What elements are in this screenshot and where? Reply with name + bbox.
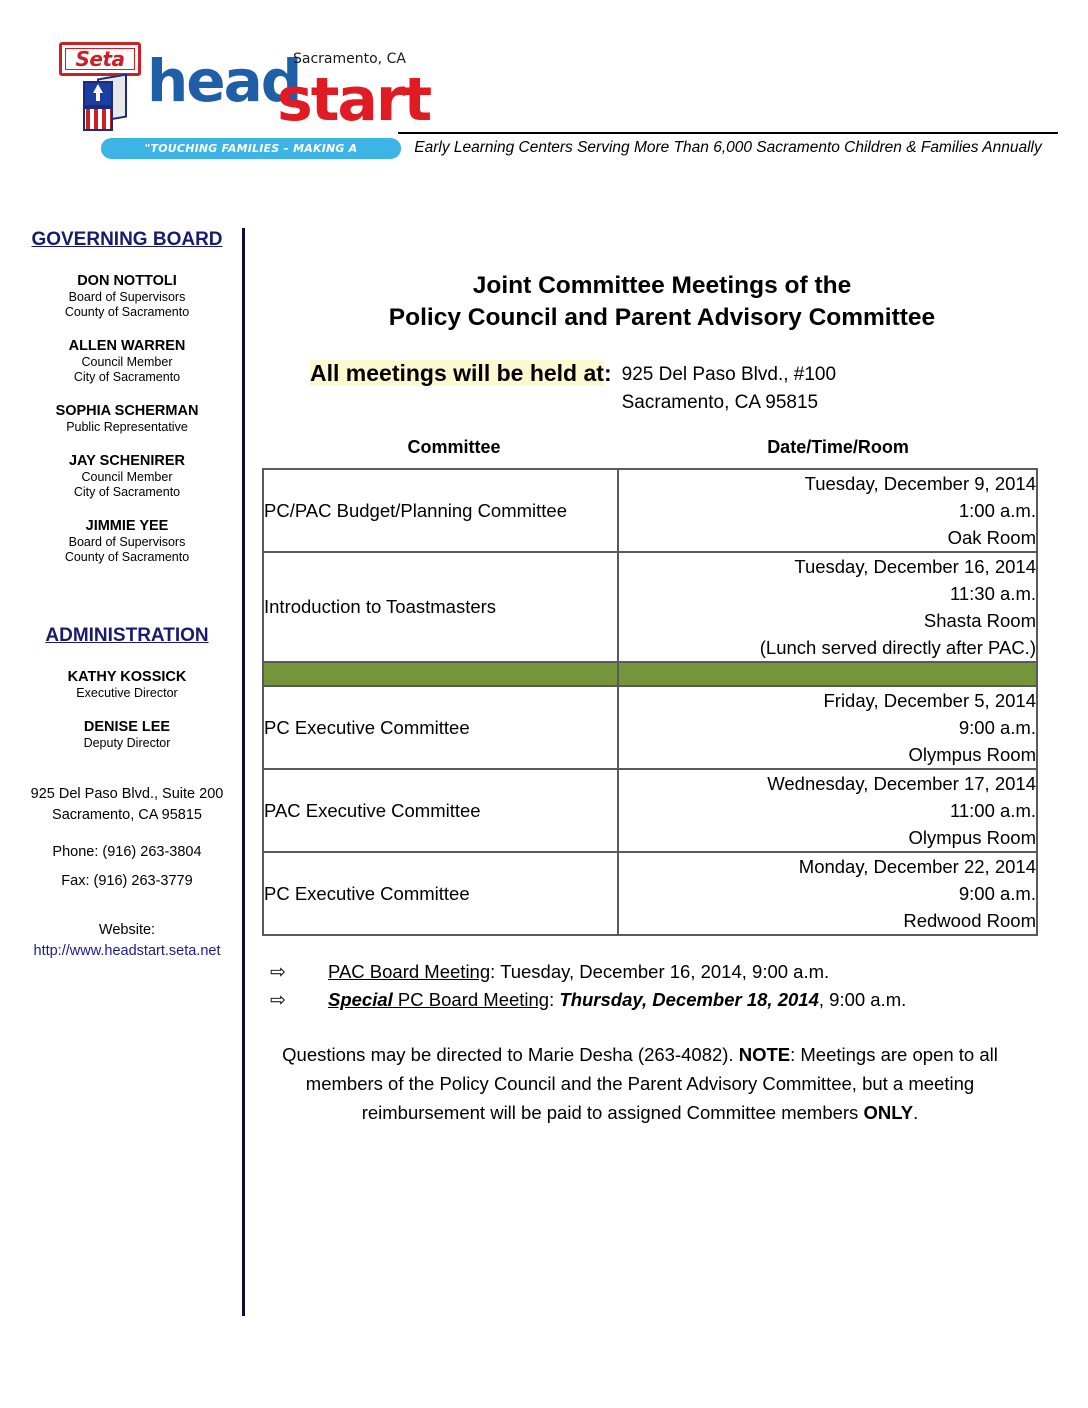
- cell-time: 9:00 a.m.: [958, 717, 1036, 738]
- page-title: [262, 270, 1062, 334]
- logo-city-state: Sacramento, CA: [293, 51, 406, 67]
- note-value-bold: Thursday, December 18, 2014: [559, 989, 819, 1010]
- cell-committee: Introduction to Toastmasters: [263, 552, 618, 662]
- closing-part3: .: [913, 1102, 919, 1123]
- admin-member-name: DENISE LEE: [83, 719, 171, 735]
- board-member-name: JIMMIE YEE: [85, 518, 169, 534]
- cell-date: Tuesday, December 16, 2014: [794, 556, 1036, 577]
- cell-room: Olympus Room: [908, 744, 1036, 765]
- table-row: [263, 469, 1037, 552]
- header-divider: [398, 132, 1058, 134]
- cell-committee: PC Executive Committee: [263, 686, 618, 769]
- board-member-name: DON NOTTOLI: [77, 273, 177, 289]
- note-text: [328, 986, 906, 1013]
- location-line1: 925 Del Paso Blvd., #100: [621, 364, 837, 385]
- admin-member-role: Executive Director: [76, 686, 178, 700]
- org-fax: Fax: (916) 263-3779: [61, 873, 193, 889]
- cell-date: Wednesday, December 17, 2014: [767, 773, 1036, 794]
- admin-member-name: KATHY KOSSICK: [67, 669, 187, 685]
- board-member-name: SOPHIA SCHERMAN: [55, 403, 199, 419]
- cell-time: 11:00 a.m.: [949, 800, 1036, 821]
- governing-board-heading: GOVERNING BOARD: [31, 229, 223, 250]
- cell-date: Friday, December 5, 2014: [823, 690, 1036, 711]
- logo-word-head: head: [147, 47, 301, 115]
- meeting-location: [262, 358, 1062, 417]
- board-meeting-notes: [262, 958, 1062, 1014]
- cell-datetime: [618, 769, 1037, 852]
- note-text: [328, 958, 829, 985]
- seta-badge-label: Seta: [75, 47, 125, 71]
- building-blocks-icon: [81, 76, 137, 132]
- rightwards-arrow-icon: ⇨: [270, 990, 286, 1011]
- schedule-table: [262, 468, 1038, 936]
- column-header-committee: Committee: [407, 437, 501, 457]
- website-label: Website:: [98, 922, 156, 938]
- cell-room: Olympus Room: [908, 827, 1036, 848]
- page-title-line2: Policy Council and Parent Advisory Committee: [388, 304, 936, 331]
- admin-member-role: Deputy Director: [83, 736, 171, 750]
- admin-member: [14, 668, 240, 701]
- org-address-line1: 925 Del Paso Blvd., Suite 200: [30, 786, 224, 802]
- closing-part1: Questions may be directed to Marie Desha (263-4082).: [282, 1044, 739, 1065]
- board-member: [14, 337, 240, 385]
- board-member-role-line1: Council Member: [81, 355, 173, 369]
- cell-datetime: [618, 552, 1037, 662]
- board-member-name: JAY SCHENIRER: [68, 453, 186, 469]
- rightwards-arrow-icon: ⇨: [270, 962, 286, 983]
- admin-member: [14, 718, 240, 751]
- note-label: PAC Board Meeting: [328, 961, 491, 982]
- board-member: [14, 517, 240, 565]
- separator-cell-right: [618, 662, 1037, 686]
- location-address: [622, 358, 836, 417]
- website-link[interactable]: http://www.headstart.seta.net: [33, 943, 221, 959]
- board-member-role-line1: Council Member: [81, 470, 173, 484]
- held-at-label: [310, 358, 612, 388]
- cell-room: Shasta Room: [923, 610, 1036, 631]
- cell-datetime: [618, 469, 1037, 552]
- cell-committee: PC Executive Committee: [263, 852, 618, 935]
- separator-cell-left: [263, 662, 618, 686]
- board-member-role-line2: City of Sacramento: [73, 485, 181, 499]
- board-member: [14, 402, 240, 435]
- header-tagline: Early Learning Centers Serving More Than 6,000 Sacramento Children & Families Annually: [414, 139, 1042, 156]
- seta-head-start-logo: [55, 34, 431, 170]
- note-separator: :: [549, 989, 560, 1010]
- logo-tagline: "TOUCHING FAMILIES – MAKING A DIFFERENCE": [144, 142, 358, 170]
- note-label: PC Board Meeting: [392, 989, 550, 1010]
- board-member-role-line2: City of Sacramento: [73, 370, 181, 384]
- note-separator: :: [490, 961, 501, 982]
- note-item: [262, 986, 1062, 1014]
- table-row: [263, 852, 1037, 935]
- board-member-role-line2: County of Sacramento: [64, 550, 190, 564]
- table-row: [263, 552, 1037, 662]
- board-member: [14, 452, 240, 500]
- cell-time: 9:00 a.m.: [958, 883, 1036, 904]
- table-row: [263, 769, 1037, 852]
- table-section-separator: [263, 662, 1037, 686]
- cell-date: Tuesday, December 9, 2014: [804, 473, 1036, 494]
- board-member-role-line1: Board of Supervisors: [68, 535, 186, 549]
- administration-heading: ADMINISTRATION: [45, 625, 209, 646]
- closing-only-word: ONLY: [863, 1102, 914, 1123]
- board-member-name: ALLEN WARREN: [68, 338, 186, 354]
- cell-time: 11:30 a.m.: [949, 583, 1036, 604]
- closing-paragraph: [270, 1040, 1010, 1127]
- logo-word-start: start: [277, 65, 431, 135]
- cell-committee: PC/PAC Budget/Planning Committee: [263, 469, 618, 552]
- held-at-highlighted-text: All meetings will be held at: [310, 360, 604, 386]
- schedule-table-headers: [262, 437, 1062, 458]
- note-emphasis: Special: [328, 989, 393, 1010]
- cell-room: Oak Room: [947, 527, 1036, 548]
- cell-committee: PAC Executive Committee: [263, 769, 618, 852]
- board-member-role-line1: Public Representative: [66, 420, 188, 434]
- board-member-role-line2: County of Sacramento: [64, 305, 190, 319]
- location-line2: Sacramento, CA 95815: [621, 392, 819, 413]
- closing-part2: : Meetings are open to all members of the Policy Council and the Parent Advisory Committee, but a meeting reimbursement will be paid to assigned Committee members: [305, 1044, 998, 1123]
- cell-time: 1:00 a.m.: [958, 500, 1036, 521]
- page-title-line1: Joint Committee Meetings of the: [472, 272, 852, 299]
- closing-note-word: NOTE: [738, 1044, 791, 1065]
- seta-badge-icon: [59, 42, 141, 76]
- cell-datetime: [618, 852, 1037, 935]
- cell-date: Monday, December 22, 2014: [798, 856, 1036, 877]
- note-value: Tuesday, December 16, 2014, 9:00 a.m.: [500, 961, 830, 982]
- column-header-datetime: Date/Time/Room: [767, 437, 909, 457]
- cell-datetime: [618, 686, 1037, 769]
- board-member: [14, 272, 240, 320]
- page-header: [0, 0, 1088, 170]
- sidebar-vertical-divider: [242, 228, 245, 1316]
- held-at-colon: :: [603, 360, 612, 386]
- sidebar: [14, 228, 240, 962]
- cell-note: (Lunch served directly after PAC.): [759, 637, 1036, 658]
- board-member-role-line1: Board of Supervisors: [68, 290, 186, 304]
- org-phone: Phone: (916) 263-3804: [52, 844, 202, 860]
- org-address-line2: Sacramento, CA 95815: [52, 807, 202, 823]
- note-item: [262, 958, 1062, 986]
- table-row: [263, 686, 1037, 769]
- main-content: [262, 270, 1062, 1127]
- note-value-rest: , 9:00 a.m.: [818, 989, 907, 1010]
- cell-room: Redwood Room: [903, 910, 1036, 931]
